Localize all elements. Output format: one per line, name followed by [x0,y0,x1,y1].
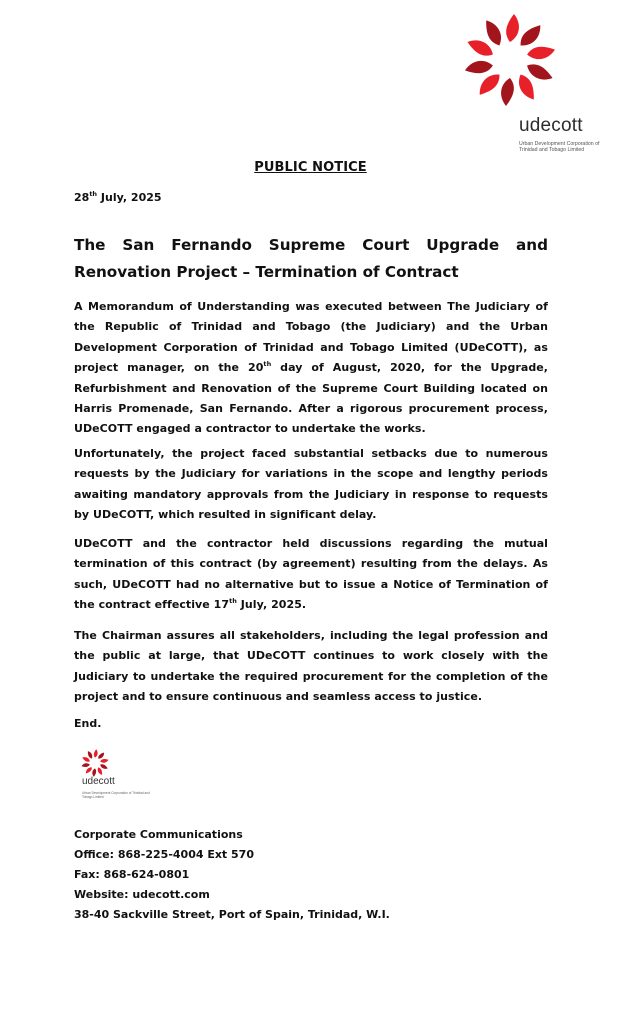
logo-petal [81,762,90,768]
contact-office: Office: 868-225-4004 Ext 570 [74,848,254,861]
udecott-logo [456,10,606,153]
contact-address: 38-40 Sackville Street, Port of Spain, Trinidad, W.I. [74,908,390,921]
date-rest: July, 2025 [97,191,162,204]
p3-sup: th [229,597,237,606]
notice-title [0,156,621,175]
logo-petal [85,766,93,775]
notice-title-text: PUBLIC NOTICE [254,160,367,175]
footer-logo-wordmark: udecott [82,776,115,787]
logo-petal [82,756,91,762]
paragraph-setbacks: Unfortunately, the project faced substantial setbacks due to numerous requests by the Judiciary for variations in the scope and lengthy periods awaiting mandatory approvals from the Judiciary in response to requests by UDeCOTT, which resulted in significant delay. [74,447,548,522]
udecott-star-burst-icon [80,748,110,778]
logo-petal [476,69,503,99]
date-day: 28 [74,191,90,204]
contact-block [74,825,390,925]
date-suffix: th [89,190,98,198]
logo-wordmark: udecott [519,115,583,136]
logo-petal [99,764,108,770]
p1-text-b: day of August, 2020, for the Upgrade, Refurbishment and Renovation of the Supreme Court Building located on Harris Promenade, San Fernando. After a rigorous procurement process, UDeCOTT engaged a contractor to undertake the works. [74,361,548,436]
p1-sup: th [263,360,272,369]
logo-petal [506,14,519,42]
logo-petal [94,749,98,757]
footer-logo-tagline: Urban Development Corporation of Trinidad and Tobago Limited [82,791,150,799]
logo-petal [524,62,555,83]
headline: The San Fernando Supreme Court Upgrade and Renovation Project – Termination of Contract [74,236,548,281]
udecott-star-burst-icon [460,10,560,110]
logo-petal [97,751,105,760]
logo-petal [501,78,514,106]
logo-petal [463,57,494,78]
end-text: End. [74,717,102,730]
contact-department: Corporate Communications [74,828,243,841]
logo-tagline: Urban Development Corporation of Trinidad and Tobago Limited [519,141,600,153]
paragraph-termination [74,534,548,616]
contact-fax: Fax: 868-624-0801 [74,868,190,881]
paragraph-chairman: The Chairman assures all stakeholders, including the legal profession and the public at large, that UDeCOTT continues to work closely with the Judiciary to undertake the required procurement for the completion of the project and to ensure continuous and seamless access to justice. [74,629,548,704]
p3-text-a: UDeCOTT and the contractor held discussions regarding the mutual termination of this contract (by agreement) resulting from the delays. As such, UDeCOTT had no alternative but to issue a Notice of Termination of the contract effective 17 [74,537,548,612]
logo-petal [526,42,557,63]
logo-petal [100,758,109,764]
contact-website: Website: udecott.com [74,888,210,901]
p3-text-b: July, 2025. [236,598,307,612]
logo-petal [517,21,544,51]
notice-date [74,191,162,204]
paragraph-mou [74,297,548,440]
logo-petal [465,37,496,58]
p1-text-a: A Memorandum of Understanding was executed between The Judiciary of the Republic of Trinidad and Tobago (the Judiciary) and the Urban Development Corporation of Trinidad and Tobago Limited (UDeCOTT), as project manager, on the 20 [74,300,548,375]
